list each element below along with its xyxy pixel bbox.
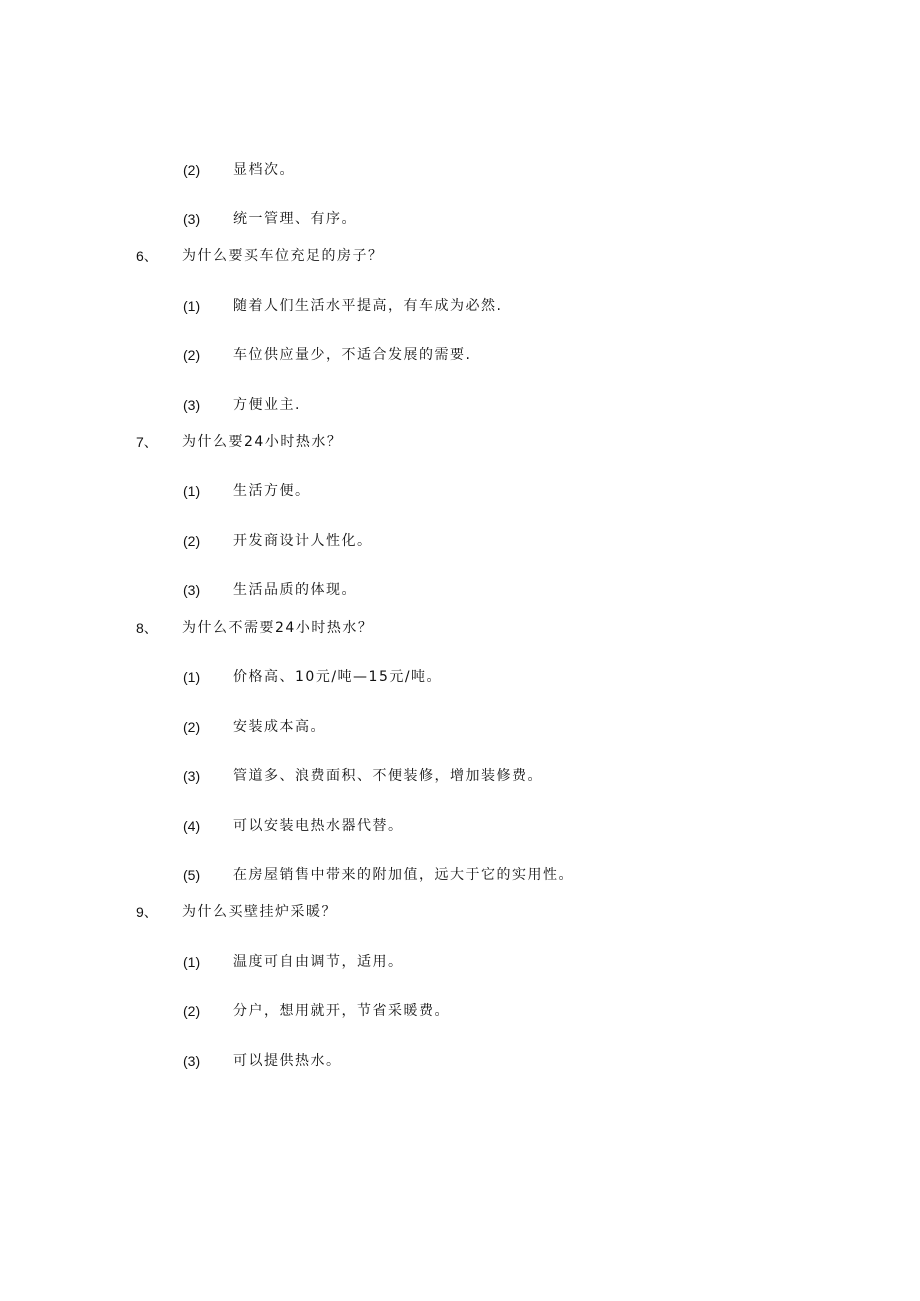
item-text: 可以安装电热水器代替。 (233, 818, 404, 834)
item-number: (4) (183, 818, 201, 834)
item-number: (1) (183, 483, 201, 499)
item-text: 在房屋销售中带来的附加值，远大于它的实用性。 (233, 867, 574, 883)
item-text: 随着人们生活水平提高，有车成为必然. (233, 298, 503, 314)
item-text: 生活方便。 (233, 483, 311, 499)
question-number: 7、 (136, 434, 158, 450)
item-text: 分户，想用就开，节省采暖费。 (233, 1003, 450, 1019)
question-text: 为什么要买车位充足的房子？ (182, 248, 384, 264)
item-text: 温度可自由调节，适用。 (233, 954, 404, 970)
item-number: (3) (183, 768, 201, 784)
item-number: (3) (183, 211, 201, 227)
question-text: 为什么要24小时热水？ (182, 434, 343, 450)
item-text: 方便业主. (233, 397, 301, 413)
item-number: (1) (183, 298, 201, 314)
item-number: (2) (183, 162, 201, 178)
item-text: 价格高、10元/吨—15元/吨。 (233, 669, 443, 685)
item-text: 生活品质的体现。 (233, 582, 357, 598)
item-text: 开发商设计人性化。 (233, 533, 373, 549)
question-number: 8、 (136, 620, 158, 636)
item-number: (1) (183, 954, 201, 970)
item-number: (3) (183, 397, 201, 413)
item-text: 可以提供热水。 (233, 1053, 342, 1069)
item-number: (2) (183, 347, 201, 363)
question-text: 为什么买壁挂炉采暖？ (182, 904, 337, 920)
item-text: 安装成本高。 (233, 719, 326, 735)
item-text: 统一管理、有序。 (233, 211, 357, 227)
item-number: (2) (183, 719, 201, 735)
item-number: (1) (183, 669, 201, 685)
item-number: (5) (183, 867, 201, 883)
item-text: 显档次。 (233, 162, 295, 178)
item-number: (3) (183, 582, 201, 598)
question-number: 6、 (136, 248, 158, 264)
question-text: 为什么不需要24小时热水？ (182, 620, 374, 636)
question-number: 9、 (136, 904, 158, 920)
item-number: (2) (183, 1003, 201, 1019)
item-number: (3) (183, 1053, 201, 1069)
item-number: (2) (183, 533, 201, 549)
item-text: 管道多、浪费面积、不便装修，增加装修费。 (233, 768, 543, 784)
item-text: 车位供应量少，不适合发展的需要. (233, 347, 472, 363)
